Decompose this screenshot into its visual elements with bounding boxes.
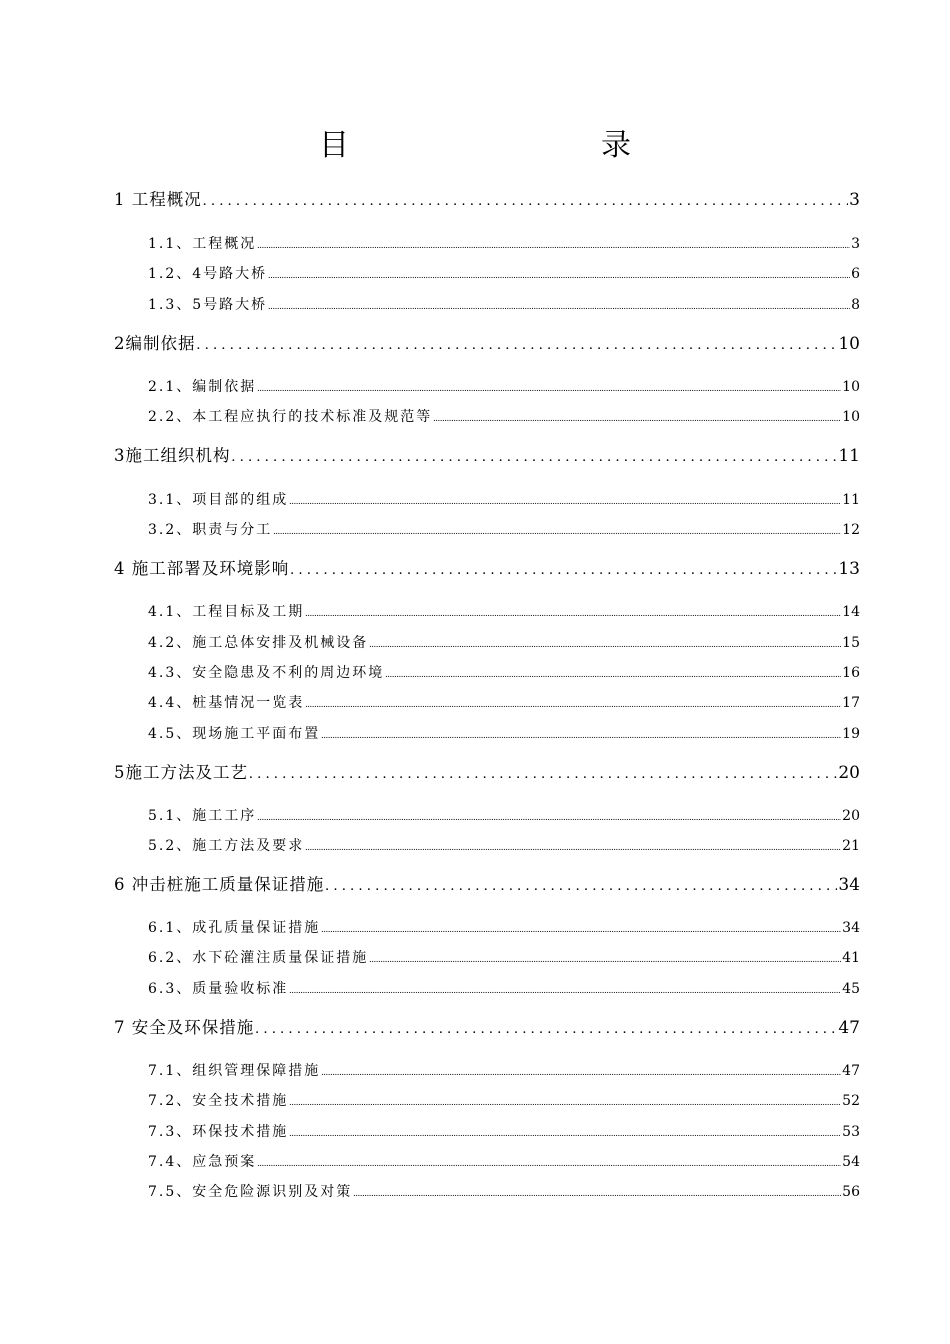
toc-page-number: 6 [851, 266, 860, 282]
toc-section-entry[interactable] [148, 662, 860, 682]
toc-page-number: 10 [838, 334, 860, 354]
toc-section-entry[interactable] [148, 947, 860, 967]
toc-entry-label: 6.1、成孔质量保证措施 [148, 920, 321, 936]
toc-entry-label: 1 工程概况 [114, 190, 202, 209]
toc-section-entry[interactable] [148, 376, 860, 396]
toc-chapter-entry[interactable] [114, 186, 860, 210]
toc-dot-leader [321, 924, 841, 934]
toc-page-number: 52 [842, 1093, 860, 1109]
toc-dot-leader [305, 842, 841, 852]
toc-page-number: 47 [842, 1063, 860, 1079]
toc-section-entry[interactable] [148, 692, 860, 712]
toc-dot-leader [257, 1158, 841, 1168]
toc-section-entry[interactable] [148, 805, 860, 825]
toc-dot-leader [325, 878, 837, 895]
toc-section-entry[interactable] [148, 1181, 860, 1201]
toc-dot-leader [290, 562, 837, 579]
toc-section-entry[interactable] [148, 917, 860, 937]
toc-dot-leader [249, 766, 837, 783]
toc-entry-label: 7.3、环保技术措施 [148, 1124, 289, 1140]
toc-dot-leader [321, 1067, 841, 1077]
toc-entry-label: 4.5、现场施工平面布置 [148, 726, 321, 742]
toc-entry-label: 4.3、安全隐患及不利的周边环境 [148, 665, 385, 681]
toc-entry-label: 4 施工部署及环境影响 [114, 559, 290, 578]
toc-section-entry[interactable] [148, 489, 860, 509]
toc-page-number: 56 [842, 1184, 860, 1200]
toc-dot-leader [232, 449, 838, 466]
toc-chapter-entry[interactable] [114, 871, 860, 895]
toc-chapter-entry[interactable] [114, 759, 860, 783]
toc-entry-label: 7 安全及环保措施 [114, 1018, 255, 1037]
toc-page-number: 20 [838, 763, 860, 783]
toc-dot-leader [369, 639, 841, 649]
toc-entry-label: 6.2、水下砼灌注质量保证措施 [148, 950, 369, 966]
toc-section-entry[interactable] [148, 1090, 860, 1110]
toc-entry-label: 6 冲击桩施工质量保证措施 [114, 875, 325, 894]
toc-section-entry[interactable] [148, 1121, 860, 1141]
toc-entry-label: 5施工方法及工艺 [114, 763, 248, 782]
toc-page-number: 34 [838, 875, 860, 895]
toc-page-number: 41 [842, 950, 860, 966]
toc-entry-label: 6.3、质量验收标准 [148, 981, 289, 997]
toc-entry-label: 3.2、职责与分工 [148, 522, 273, 538]
toc-page-number: 53 [842, 1124, 860, 1140]
toc-page-number: 34 [842, 920, 860, 936]
toc-entry-label: 1.1、工程概况 [148, 236, 257, 252]
toc-entry-label: 4.1、工程目标及工期 [148, 604, 305, 620]
toc-dot-leader [289, 1097, 841, 1107]
toc-section-entry[interactable] [148, 294, 860, 314]
toc-chapter-entry[interactable] [114, 1014, 860, 1038]
toc-dot-leader [268, 301, 850, 311]
toc-page-number: 3 [849, 190, 860, 210]
toc-dot-leader [203, 193, 848, 210]
toc-entry-label: 5.2、施工方法及要求 [148, 838, 305, 854]
toc-page-number: 54 [842, 1154, 860, 1170]
toc-entry-label: 7.5、安全危险源识别及对策 [148, 1184, 353, 1200]
toc-entry-label: 1.2、4号路大桥 [148, 266, 268, 282]
toc-page-number: 10 [842, 379, 860, 395]
toc-section-entry[interactable] [148, 723, 860, 743]
toc-entry-label: 7.2、安全技术措施 [148, 1093, 289, 1109]
toc-dot-leader [305, 608, 841, 618]
toc-page-number: 8 [851, 297, 860, 313]
toc-entry-label: 2.2、本工程应执行的技术标准及规范等 [148, 409, 433, 425]
toc-dot-leader [385, 669, 841, 679]
toc-section-entry[interactable] [148, 519, 860, 539]
toc-page-number: 3 [851, 236, 860, 252]
toc-section-entry[interactable] [148, 1151, 860, 1171]
toc-dot-leader [369, 954, 841, 964]
toc-entry-label: 3施工组织机构 [114, 446, 231, 465]
page-title: 目 录 [319, 128, 695, 163]
toc-dot-leader [255, 1021, 837, 1038]
toc-dot-leader [321, 730, 841, 740]
toc-dot-leader [257, 812, 841, 822]
toc-entry-label: 5.1、施工工序 [148, 808, 257, 824]
toc-page-number: 13 [838, 559, 860, 579]
toc-page-number: 47 [838, 1018, 860, 1038]
toc-page-number: 10 [842, 409, 860, 425]
toc-section-entry[interactable] [148, 263, 860, 283]
toc-chapter-entry[interactable] [114, 330, 860, 354]
toc-chapter-entry[interactable] [114, 442, 860, 466]
toc-dot-leader [197, 337, 838, 354]
toc-dot-leader [273, 526, 841, 536]
toc-entry-label: 2.1、编制依据 [148, 379, 257, 395]
toc-page-number: 12 [842, 522, 860, 538]
toc-section-entry[interactable] [148, 978, 860, 998]
toc-entry-label: 7.4、应急预案 [148, 1154, 257, 1170]
toc-entry-label: 7.1、组织管理保障措施 [148, 1063, 321, 1079]
toc-section-entry[interactable] [148, 406, 860, 426]
toc-entry-label: 4.2、施工总体安排及机械设备 [148, 635, 369, 651]
toc-section-entry[interactable] [148, 601, 860, 621]
toc-page-number: 21 [842, 838, 860, 854]
toc-page-number: 11 [842, 492, 860, 508]
toc-entry-label: 2编制依据 [114, 334, 196, 353]
toc-dot-leader [257, 240, 850, 250]
toc-entry-label: 3.1、项目部的组成 [148, 492, 289, 508]
toc-dot-leader [257, 383, 841, 393]
toc-page-number: 15 [842, 635, 860, 651]
toc-dot-leader [433, 413, 841, 423]
toc-page-number: 17 [842, 695, 860, 711]
toc-section-entry[interactable] [148, 835, 860, 855]
toc-dot-leader [289, 1128, 841, 1138]
toc-entry-label: 4.4、桩基情况一览表 [148, 695, 305, 711]
toc-chapter-entry[interactable] [114, 555, 860, 579]
toc-dot-leader [289, 985, 841, 995]
toc-section-entry[interactable] [148, 1060, 860, 1080]
toc-page-number: 14 [842, 604, 860, 620]
toc-page-number: 19 [842, 726, 860, 742]
toc-dot-leader [268, 270, 850, 280]
toc-dot-leader [305, 699, 841, 709]
toc-section-entry[interactable] [148, 233, 860, 253]
toc-page-number: 20 [842, 808, 860, 824]
toc-dot-leader [353, 1188, 841, 1198]
toc-dot-leader [289, 496, 841, 506]
toc-page-number: 45 [842, 981, 860, 997]
toc-section-entry[interactable] [148, 632, 860, 652]
toc-page-number: 16 [842, 665, 860, 681]
toc-page-number: 11 [838, 446, 860, 466]
toc-entry-label: 1.3、5号路大桥 [148, 297, 268, 313]
